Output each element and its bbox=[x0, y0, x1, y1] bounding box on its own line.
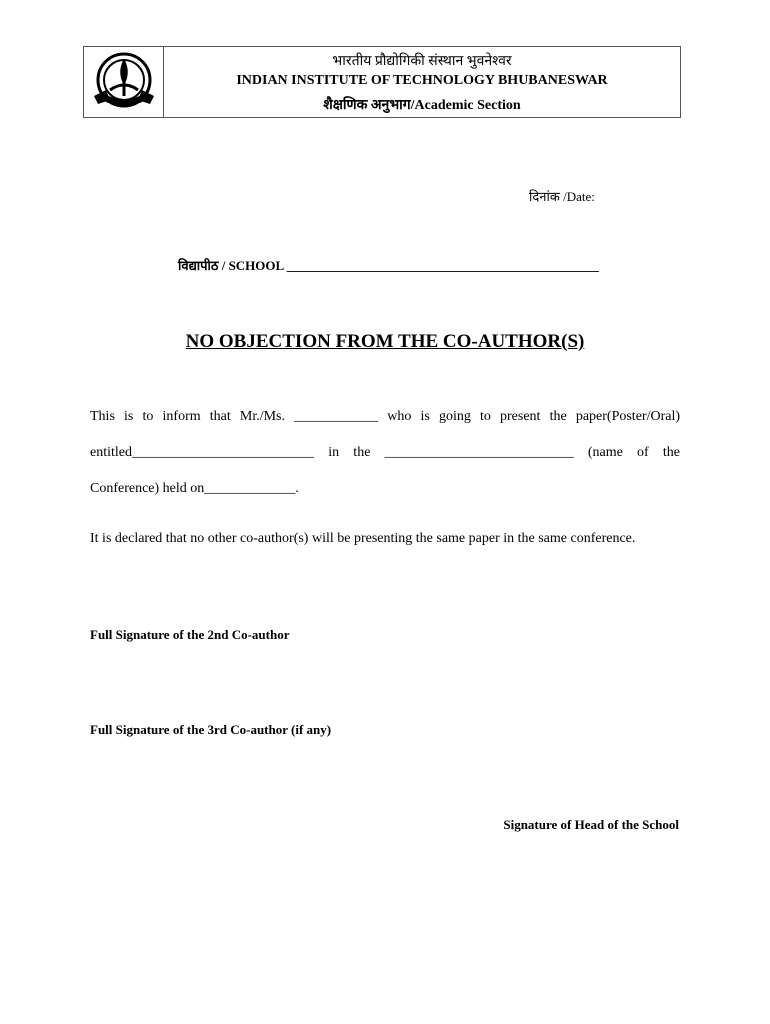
body-line-3: Conference) held on_____________. bbox=[90, 481, 299, 496]
declaration-text: It is declared that no other co-author(s) will be presenting the same paper in the same conference. bbox=[90, 531, 636, 546]
section-name: शैक्षणिक अनुभाग/Academic Section bbox=[323, 98, 521, 113]
institute-name-hindi: भारतीय प्रौद्योगिकी संस्थान भुवनेश्वर bbox=[332, 54, 512, 69]
signature-3rd-coauthor: Full Signature of the 3rd Co-author (if any) bbox=[90, 722, 332, 737]
body-line-1: This is to inform that Mr./Ms. ____________ who is going to present the paper(Poster/Oral) bbox=[90, 409, 680, 424]
signature-2nd-coauthor: Full Signature of the 2nd Co-author bbox=[90, 627, 290, 642]
logo-cell bbox=[84, 47, 164, 117]
page-title: NO OBJECTION FROM THE CO-AUTHOR(S) bbox=[185, 331, 585, 352]
iit-bhubaneswar-emblem-icon bbox=[90, 50, 158, 114]
body-line-2: entitled__________________________ in the ___________________________ (name of the bbox=[90, 445, 680, 460]
school-field: विद्यापीठ / SCHOOL ________________________________________________ bbox=[178, 258, 599, 273]
institute-name-english: INDIAN INSTITUTE OF TECHNOLOGY BHUBANESWAR bbox=[236, 73, 608, 88]
institute-header bbox=[83, 46, 681, 118]
signature-head-of-school: Signature of Head of the School bbox=[503, 817, 679, 832]
date-field: दिनांक /Date: bbox=[529, 189, 595, 204]
